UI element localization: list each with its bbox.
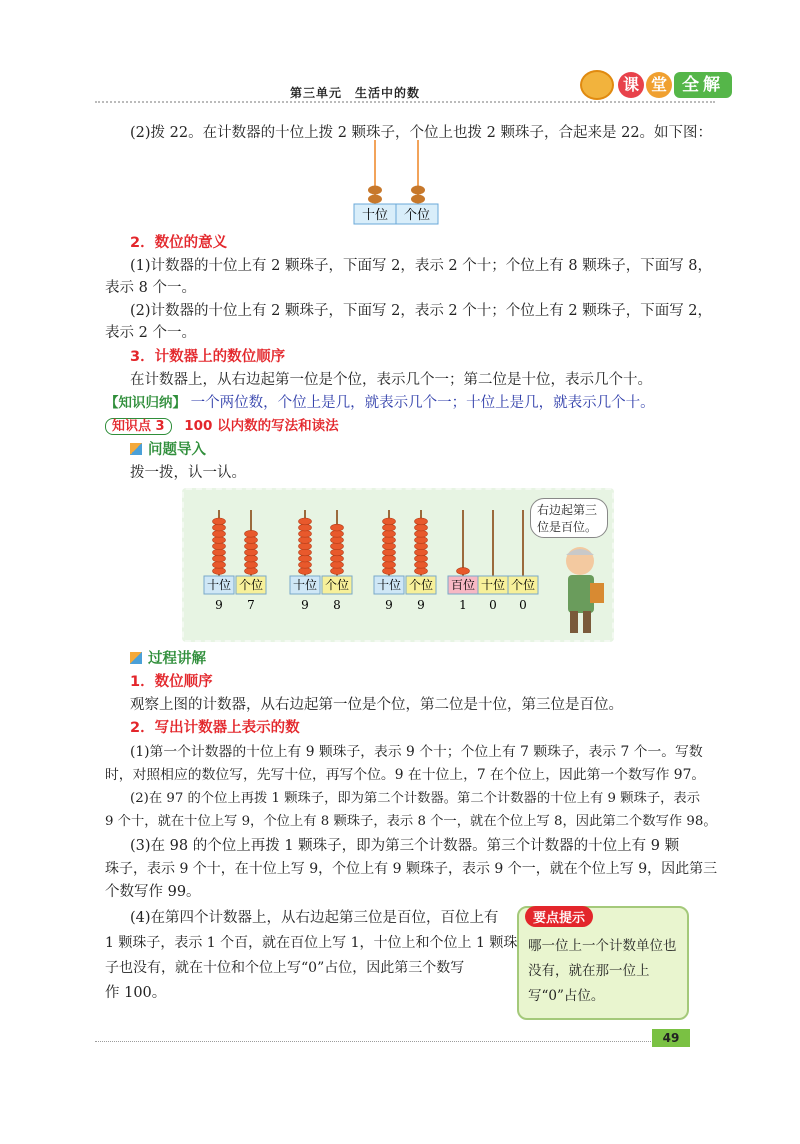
bead (213, 524, 226, 531)
bead (213, 537, 226, 544)
header-divider (95, 101, 715, 103)
bear-mascot-icon (580, 70, 614, 100)
section-title: 3．计数器上的数位顺序 (130, 349, 286, 365)
section-title: 2．写出计数器上表示的数 (130, 720, 300, 736)
bead (299, 524, 312, 531)
bead (213, 543, 226, 550)
bead (383, 518, 396, 525)
place-label: 个位 (238, 578, 264, 592)
bead (213, 518, 226, 525)
place-label: 个位 (510, 578, 536, 592)
small-abacus (350, 140, 445, 230)
bead (245, 543, 258, 550)
place-label: 十位 (376, 578, 402, 592)
subsection-title: 过程讲解 (130, 648, 206, 670)
summary-line (105, 392, 655, 414)
summary-tag: 【知识归纳】 (105, 395, 186, 411)
bead (457, 568, 470, 575)
bead (331, 537, 344, 544)
paragraph: 时，对照相应的数位写，先写十位，再写个位。9 在十位上，7 在个位上，因此第一个数写作 97。 (105, 767, 706, 783)
brand-chars: 全解 (674, 72, 732, 98)
bead (299, 530, 312, 537)
bead (415, 543, 428, 550)
place-label: 十位 (480, 578, 506, 592)
abacus-digit: 0 (519, 598, 527, 612)
bead (213, 555, 226, 562)
bead (415, 561, 428, 568)
bead (299, 543, 312, 550)
bead (383, 543, 396, 550)
bead (213, 549, 226, 556)
bead (245, 561, 258, 568)
paragraph: (2)计数器的十位上有 2 颗珠子，下面写 2，表示 2 个十；个位上有 2 颗珠子，下面写 2， (130, 303, 713, 319)
paragraph: 珠子，表示 9 个十，在十位上写 9，个位上有 9 颗珠子，表示 9 个一，就在个位上写 9，因此第三 (105, 861, 718, 877)
bead (415, 524, 428, 531)
place-label: 百位 (450, 578, 476, 592)
cube-icon (130, 652, 142, 664)
abacus-digit: 0 (489, 598, 497, 612)
paragraph: 拨一拨，认一认。 (130, 465, 246, 481)
footer-divider (95, 1041, 655, 1042)
knowledge-point-title: 100 以内数的写法和读法 (184, 418, 339, 434)
teacher-figure (550, 545, 610, 637)
paragraph: 在计数器上，从右边起第一位是个位，表示几个一；第二位是十位，表示几个十。 (130, 372, 652, 388)
abacus-digit: 9 (385, 598, 393, 612)
bead (245, 537, 258, 544)
paragraph: 子也没有，就在十位和个位上写“0”占位，因此第三个数写 (105, 960, 465, 976)
brand-char: 堂 (646, 72, 672, 98)
paragraph: 作 100。 (105, 985, 167, 1001)
paragraph: (3)在 98 的个位上再拨 1 颗珠子，即为第三个计数器。第三个计数器的十位上有 9 颗 (130, 838, 680, 854)
brand-char: 课 (618, 72, 644, 98)
place-label: 十位 (206, 578, 232, 592)
place-label: 个位 (408, 578, 434, 592)
bead (299, 537, 312, 544)
cube-icon (130, 443, 142, 455)
bead (383, 524, 396, 531)
bead (383, 549, 396, 556)
paragraph: 1 颗珠子，表示 1 个百，就在百位上写 1，十位上和个位上 1 颗珠 (105, 935, 518, 951)
knowledge-point-tag: 知识点 3 (105, 418, 172, 435)
paragraph: 表示 8 个一。 (105, 280, 196, 296)
knowledge-point-line (105, 415, 339, 438)
teacher-hair (566, 549, 594, 555)
bead (299, 549, 312, 556)
paragraph: 观察上图的计数器，从右边起第一位是个位，第二位是十位，第三位是百位。 (130, 697, 623, 713)
bead (415, 537, 428, 544)
paragraph: (1)计数器的十位上有 2 颗珠子，下面写 2，表示 2 个十；个位上有 8 颗珠子，下面写 8， (130, 258, 713, 274)
unit-title: 第三单元 生活中的数 (290, 86, 421, 100)
bead (299, 568, 312, 575)
place-label: 十位 (292, 578, 318, 592)
bead (299, 561, 312, 568)
bead (299, 518, 312, 525)
bead (383, 530, 396, 537)
abacus-digit: 1 (459, 598, 467, 612)
section-title: 2．数位的意义 (130, 235, 228, 251)
bead (411, 195, 425, 204)
speech-bubble: 右边起第三位是百位。 (530, 498, 608, 538)
subsection-title: 问题导入 (130, 439, 206, 461)
tip-text: 哪一位上一个计数单位也没有，就在那一位上写“0”占位。 (528, 938, 677, 1004)
bead (383, 561, 396, 568)
bead (299, 555, 312, 562)
bead (331, 530, 344, 537)
tip-title: 要点提示 (525, 906, 593, 927)
bead (245, 549, 258, 556)
brand-logo (580, 70, 732, 100)
teacher-book (590, 583, 604, 603)
bead (411, 186, 425, 195)
teacher-leg (570, 611, 578, 633)
page-number: 49 (652, 1029, 690, 1047)
abacus-digit: 9 (301, 598, 309, 612)
bead (415, 549, 428, 556)
abacus-digit: 9 (417, 598, 425, 612)
summary-text: 一个两位数，个位上是几，就表示几个一；十位上是几，就表示几个十。 (190, 395, 655, 411)
place-label: 十位 (361, 208, 389, 223)
paragraph: (2)在 97 的个位上再拨 1 颗珠子，即为第二个计数器。第二个计数器的十位上有 9 颗珠子，表示 (130, 791, 701, 806)
bead (383, 537, 396, 544)
bead (383, 568, 396, 575)
section-title: 1．数位顺序 (130, 674, 213, 690)
bead (368, 195, 382, 204)
bead (415, 518, 428, 525)
abacus-digit: 9 (215, 598, 223, 612)
bead (331, 568, 344, 575)
bead (331, 555, 344, 562)
bead (331, 549, 344, 556)
teacher-leg (583, 611, 591, 633)
bead (415, 530, 428, 537)
bead (245, 530, 258, 537)
abacus-digit: 8 (333, 598, 341, 612)
bead (331, 543, 344, 550)
bead (245, 555, 258, 562)
abacus-digit: 7 (247, 598, 255, 612)
paragraph: 个数写作 99。 (105, 884, 201, 900)
bead (213, 561, 226, 568)
bead (368, 186, 382, 195)
bead (213, 568, 226, 575)
bead (331, 561, 344, 568)
bead (331, 524, 344, 531)
bead (383, 555, 396, 562)
bead (213, 530, 226, 537)
paragraph: 9 个十，就在十位上写 9，个位上有 8 颗珠子，表示 8 个一，就在个位上写 8，因此第二个数写作 98。 (105, 814, 717, 829)
paragraph: (4)在第四个计数器上，从右边起第三位是百位，百位上有 (130, 910, 499, 926)
paragraph: (1)第一个计数器的十位上有 9 颗珠子，表示 9 个十；个位上有 7 颗珠子，表示 7 个一。写数 (130, 744, 703, 760)
bead (415, 555, 428, 562)
place-label: 个位 (403, 208, 431, 223)
bead (245, 568, 258, 575)
bead (415, 568, 428, 575)
paragraph: (2)拨 22。在计数器的十位上拨 2 颗珠子，个位上也拨 2 颗珠子，合起来是 22。如下图： (130, 125, 713, 141)
place-label: 个位 (324, 578, 350, 592)
paragraph: 表示 2 个一。 (105, 325, 196, 341)
